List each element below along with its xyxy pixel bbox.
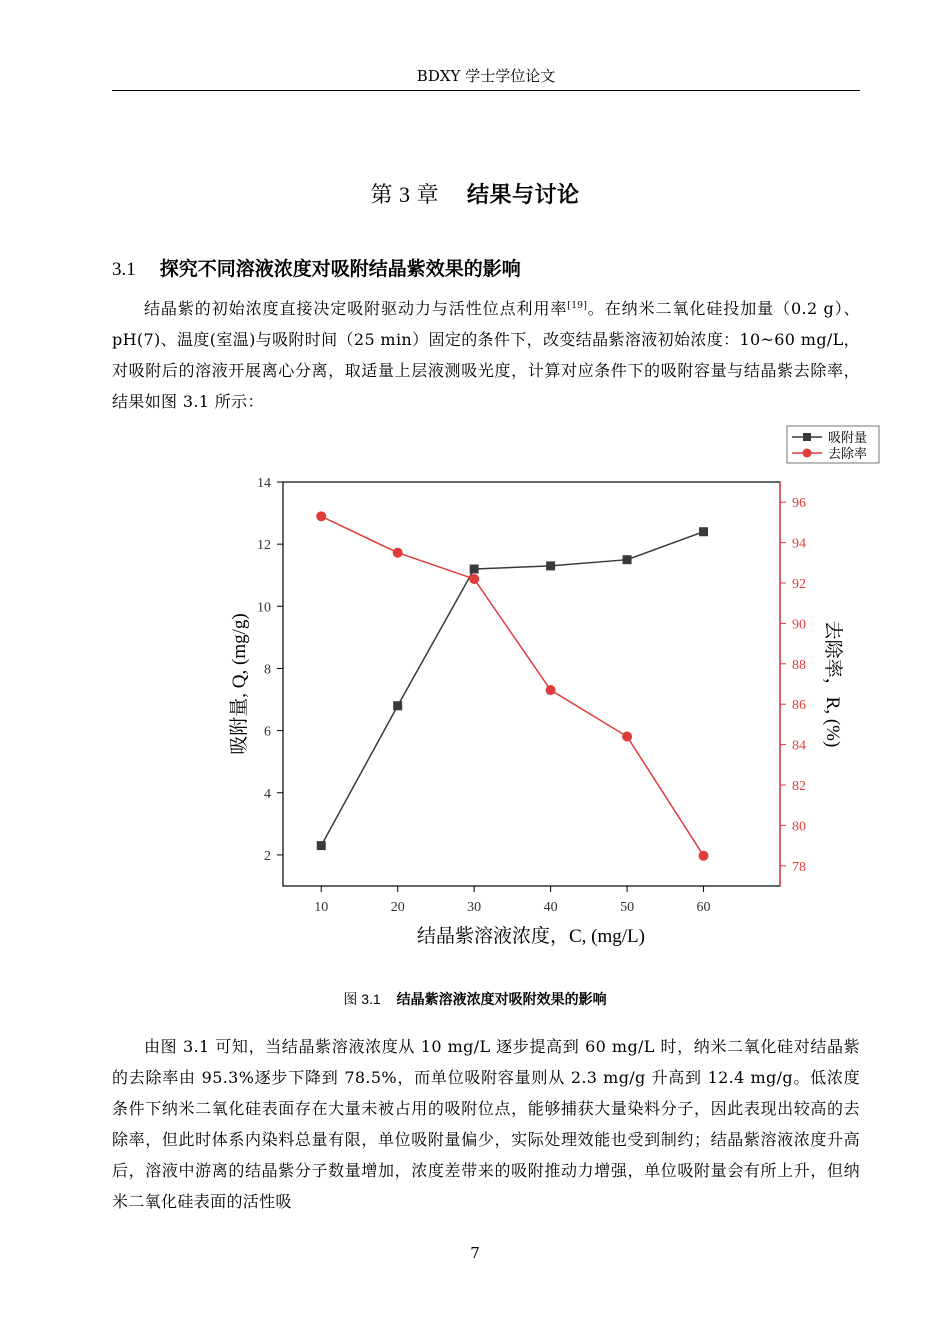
y-axis-right: [780, 482, 806, 886]
legend-label: 去除率: [828, 446, 868, 461]
y-right-tick-label: 96: [792, 496, 806, 512]
data-point-square: [470, 565, 479, 574]
plot-frame: [283, 482, 780, 886]
paragraph-discussion-text: 由图 3.1 可知，当结晶紫溶液浓度从 10 mg/L 逐步提高到 60 mg/L 时，纳米二氧化硅对结晶紫的去除率由 95.3%逐步下降到 78.5%，而单位吸附容量则从 2.3 mg/g 升高到 12.4 mg/g。低浓度条件下纳米二氧化硅表面存在大量未被占用的吸附位点，能够捕获大量染料分子，因此表现出较高的去除率，但此时体系内染料总量有限，单位吸附量偏少，实际处理效能也受到制约；结晶紫溶液浓度升高后，溶液中游离的结晶紫分子数量增加，浓度差带来的吸附推动力增强，单位吸附量会有所上升，但纳米二氧化硅表面的活性吸: [112, 1037, 860, 1211]
legend-label: 吸附量: [828, 430, 868, 445]
y-left-tick-label: 6: [264, 724, 271, 740]
chart: [200, 420, 900, 960]
data-point-square: [699, 527, 708, 536]
chart-legend: [787, 426, 879, 463]
citation-ref: [19]: [567, 301, 588, 311]
y-left-tick-label: 10: [257, 600, 271, 616]
section-title: 探究不同溶液浓度对吸附结晶紫效果的影响: [159, 258, 521, 280]
legend-marker-square: [803, 433, 811, 441]
data-point-circle: [469, 574, 479, 584]
page-number: 7: [470, 1244, 480, 1262]
x-tick-label: 10: [314, 900, 329, 915]
y-right-tick-label: 90: [792, 617, 806, 633]
y-left-tick-label: 8: [264, 662, 271, 678]
x-tick-label: 20: [390, 900, 405, 915]
section-number: 3.1: [112, 259, 136, 280]
figure-caption: [0, 989, 950, 1009]
series-line-0: [321, 532, 703, 846]
chapter-number: 第 3 章: [370, 182, 439, 207]
y-axis-right-label: 去除率，R, (%): [822, 620, 843, 748]
x-axis-label: 结晶紫溶液浓度，C, (mg/L): [417, 926, 645, 947]
paragraph-intro: [112, 293, 860, 417]
y-right-tick-label: 94: [792, 536, 806, 552]
y-axis-left-label: 吸附量, Q, (mg/g): [229, 613, 250, 755]
y-right-tick-label: 84: [792, 738, 806, 754]
data-point-square: [623, 555, 632, 564]
y-left-tick-label: 12: [257, 538, 271, 554]
series-layer: [316, 511, 708, 860]
y-right-tick-label: 92: [792, 577, 806, 592]
paragraph-intro-text-a: 结晶紫的初始浓度直接决定吸附驱动力与活性位点利用率: [144, 299, 568, 318]
x-tick-label: 60: [696, 900, 711, 915]
y-right-tick-label: 88: [792, 657, 806, 673]
y-right-tick-label: 82: [792, 779, 806, 794]
paragraph-intro-text-b: 。在纳米二氧化硅投加量（0.2 g）、pH(7)、温度(室温)与吸附时间（25 min）固定的条件下，改变结晶紫溶液初始浓度：10~60 mg/L，对吸附后的溶液开展离心分离，取适量上层液测吸光度，计算对应条件下的吸附容量与结晶紫去除率，结果如图 3.1 所示：: [112, 299, 860, 411]
y-right-tick-label: 80: [792, 819, 806, 835]
x-tick-label: 40: [543, 900, 558, 915]
data-point-circle: [316, 511, 326, 521]
figure-number: 图 3.1: [343, 991, 381, 1007]
chapter-title: 结果与讨论: [467, 183, 580, 208]
figure-3-1: [200, 420, 900, 960]
paragraph-discussion: [112, 1031, 860, 1217]
data-point-square: [393, 701, 402, 710]
data-point-circle: [546, 685, 556, 695]
data-point-circle: [699, 851, 709, 861]
legend-marker-circle: [803, 449, 812, 458]
y-right-tick-label: 78: [792, 859, 806, 875]
figure-title: 结晶紫溶液浓度对吸附效果的影响: [396, 992, 607, 1008]
page-header: BDXY 学士学位论文: [416, 67, 556, 85]
data-point-circle: [393, 548, 403, 558]
section-heading: [112, 254, 521, 281]
x-tick-label: 50: [620, 900, 635, 915]
header-rule: [112, 90, 860, 91]
y-left-tick-label: 2: [264, 848, 271, 864]
chapter-heading: [0, 178, 950, 209]
x-tick-label: 30: [467, 900, 482, 915]
data-point-circle: [622, 732, 632, 742]
data-point-square: [317, 841, 326, 850]
y-axis-left: [257, 476, 283, 864]
y-left-tick-label: 4: [264, 786, 271, 802]
data-point-square: [546, 561, 555, 570]
x-axis: [314, 886, 710, 915]
y-left-tick-label: 14: [257, 476, 271, 491]
y-right-tick-label: 86: [792, 698, 806, 714]
